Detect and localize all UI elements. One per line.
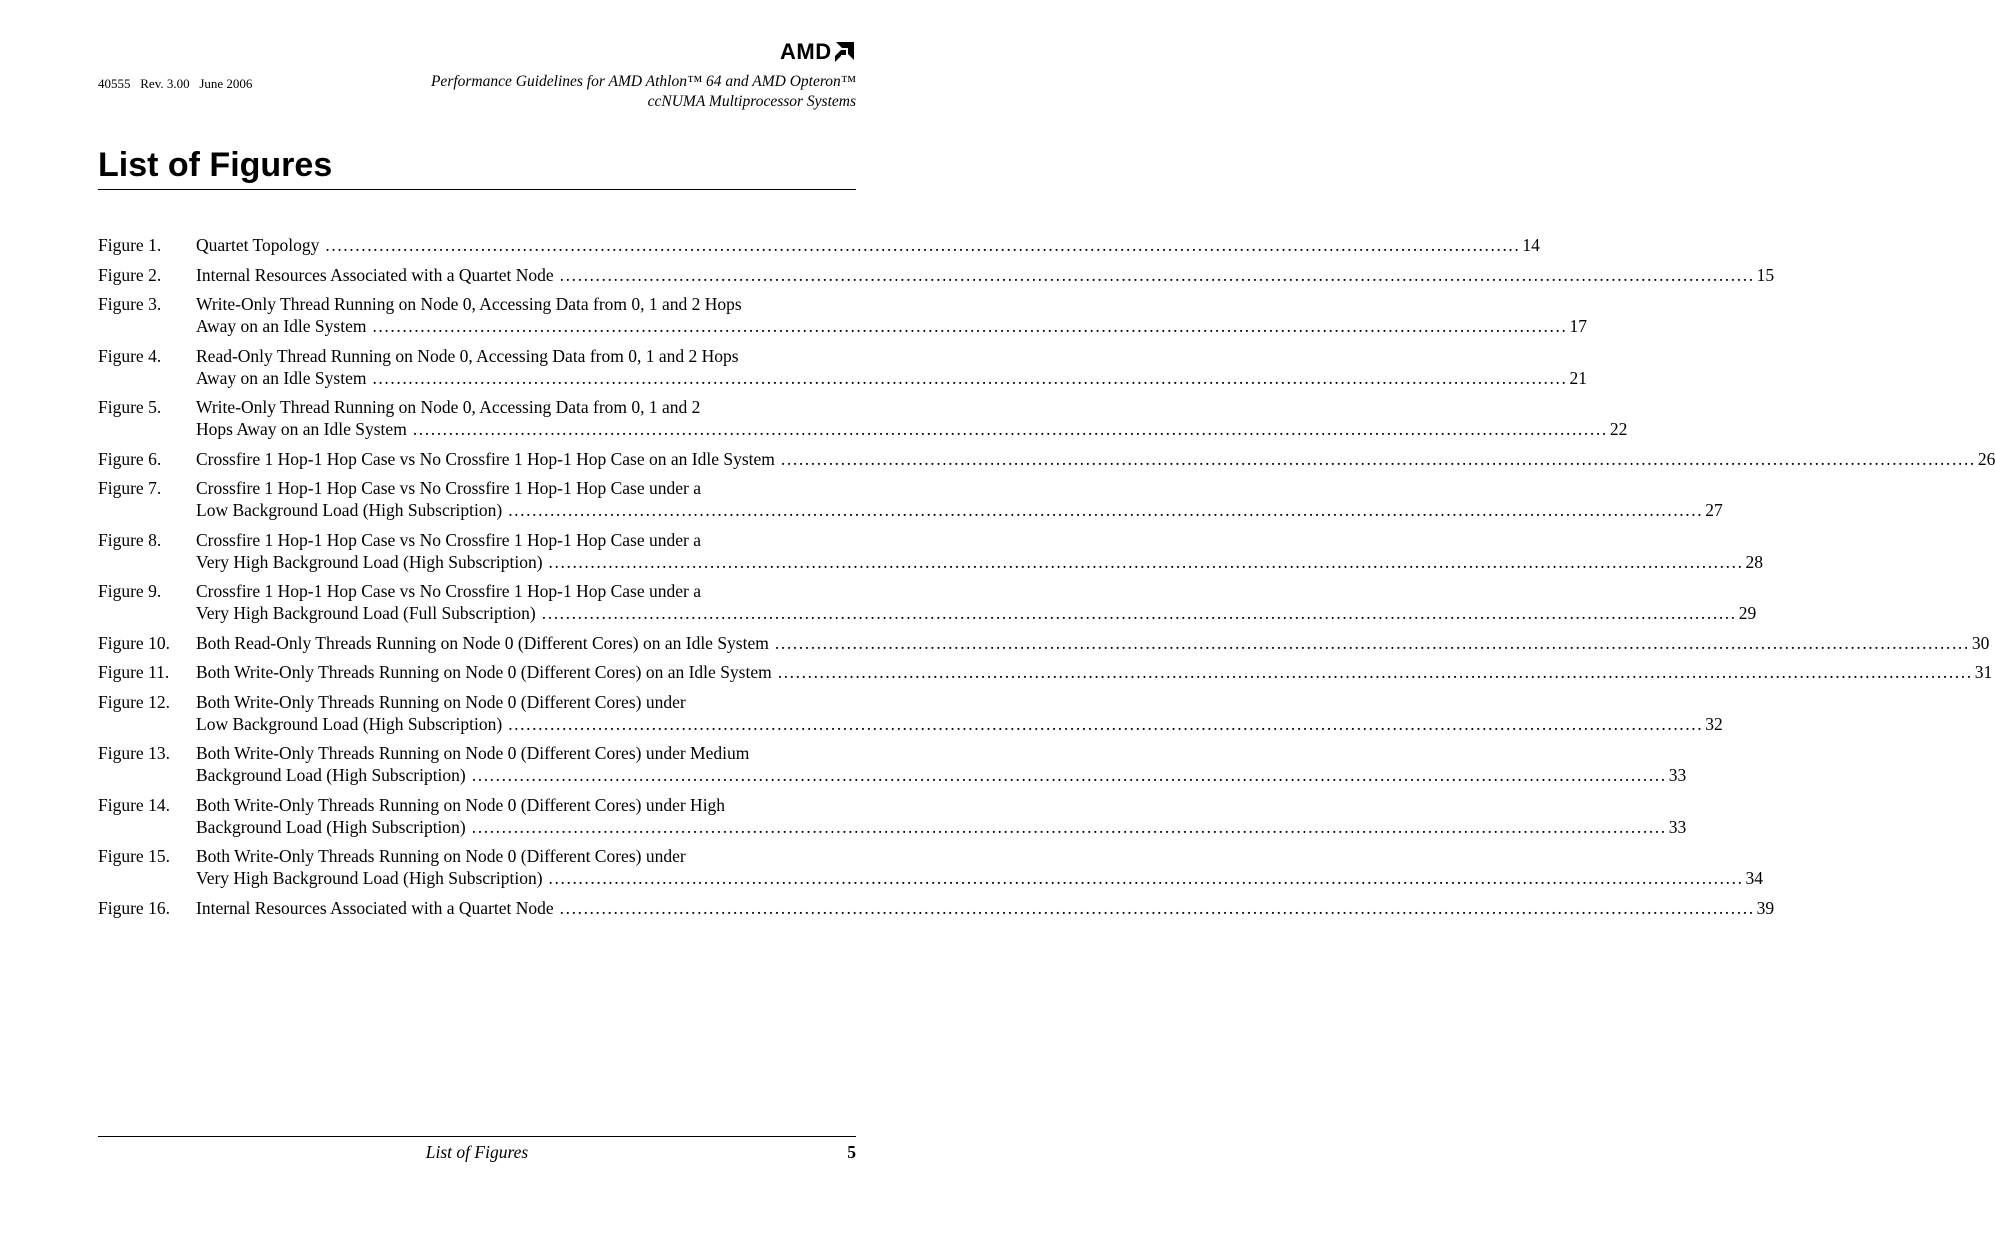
figure-title-line: Crossfire 1 Hop-1 Hop Case vs No Crossfire 1 Hop-1 Hop Case on an Idle System	[196, 448, 775, 469]
figure-page-number: 22	[1609, 419, 1628, 439]
figure-page-number: 29	[1738, 603, 1757, 623]
figure-title-row	[196, 234, 1540, 256]
figure-title-row	[196, 632, 1990, 654]
figure-entry[interactable]	[98, 632, 1990, 654]
figure-number: Figure 14.	[98, 794, 170, 815]
figure-entry[interactable]	[98, 264, 1775, 286]
figure-number: Figure 15.	[98, 846, 170, 866]
figure-title-row	[196, 713, 1723, 735]
dot-leader: ........................................................................................................................................................................................................	[372, 367, 1568, 388]
figure-page-number: 28	[1745, 551, 1764, 572]
figure-page-number: 17	[1569, 316, 1587, 336]
dot-leader: ........................................................................................................................................................................................................	[559, 897, 1755, 918]
figures-list	[98, 234, 1995, 919]
figure-title-row	[196, 867, 1764, 889]
logo-text: AMD	[780, 39, 832, 64]
figure-title-row	[196, 499, 1723, 521]
dot-leader: ........................................................................................................................................................................................................	[541, 603, 1737, 623]
figure-entry[interactable]	[98, 234, 1540, 256]
figure-number: Figure 4.	[98, 345, 162, 366]
figure-title-line: Internal Resources Associated with a Quartet Node	[196, 264, 554, 285]
figure-number: Figure 1.	[98, 235, 162, 255]
figure-title-row	[196, 602, 1757, 624]
amd-arrow-icon	[834, 42, 854, 62]
figure-title-row	[196, 764, 1687, 786]
figure-number: Figure 2.	[98, 264, 162, 285]
figure-title-row	[196, 661, 1993, 683]
figure-page-number: 26	[1977, 448, 1995, 469]
figure-entry[interactable]	[98, 396, 1628, 440]
figure-title-line: Quartet Topology	[196, 235, 320, 255]
figure-page-number: 27	[1705, 500, 1723, 520]
figure-title-line: Both Write-Only Threads Running on Node 0 (Different Cores) under Medium	[196, 743, 750, 763]
figure-number: Figure 11.	[98, 662, 170, 682]
figure-title-line: Crossfire 1 Hop-1 Hop Case vs No Crossfire 1 Hop-1 Hop Case under a	[196, 529, 701, 550]
figure-title-line: Read-Only Thread Running on Node 0, Accessing Data from 0, 1 and 2 Hops	[196, 345, 739, 366]
figure-title-line: Write-Only Thread Running on Node 0, Accessing Data from 0, 1 and 2	[196, 397, 701, 417]
figure-title-line: Both Read-Only Threads Running on Node 0 (Different Cores) on an Idle System	[196, 632, 769, 653]
figure-title-row	[196, 816, 1687, 838]
figure-entry[interactable]	[98, 661, 1993, 683]
figure-entry[interactable]	[98, 845, 1764, 889]
figure-title-line: Both Write-Only Threads Running on Node 0 (Different Cores) under	[196, 846, 686, 866]
figure-number: Figure 3.	[98, 294, 162, 314]
figure-page-number: 33	[1668, 816, 1687, 837]
figure-title-line: Background Load (High Subscription)	[196, 816, 466, 837]
figure-page-number: 30	[1971, 632, 1990, 653]
figure-title-row	[196, 264, 1775, 286]
figure-entry[interactable]	[98, 477, 1723, 521]
figure-number: Figure 8.	[98, 529, 162, 550]
figure-page-number: 32	[1705, 713, 1723, 734]
figure-page-number: 33	[1668, 765, 1687, 785]
dot-leader: ........................................................................................................................................................................................................	[471, 816, 1667, 837]
figure-title-row	[196, 448, 1995, 470]
dot-leader: ........................................................................................................................................................................................................	[372, 316, 1568, 336]
dot-leader: ........................................................................................................................................................................................................	[471, 765, 1667, 785]
figure-number: Figure 7.	[98, 478, 162, 498]
figure-title-line: Crossfire 1 Hop-1 Hop Case vs No Crossfire 1 Hop-1 Hop Case under a	[196, 478, 701, 498]
figure-title-line: Write-Only Thread Running on Node 0, Accessing Data from 0, 1 and 2 Hops	[196, 294, 742, 314]
figure-title-row	[196, 367, 1587, 389]
figure-title-row	[196, 315, 1587, 337]
figure-entry[interactable]	[98, 580, 1757, 624]
figure-title-row	[196, 418, 1628, 440]
figure-number: Figure 9.	[98, 581, 162, 601]
figure-title-line: Very High Background Load (High Subscription)	[196, 868, 543, 888]
page-heading: List of Figures	[98, 146, 333, 184]
document-title-line-1: Performance Guidelines for AMD Athlon™ 64 and AMD Opteron™	[430, 73, 856, 90]
dot-leader: ........................................................................................................................................................................................................	[325, 235, 1521, 255]
figure-number: Figure 6.	[98, 448, 162, 469]
figure-title-line: Low Background Load (High Subscription)	[196, 713, 503, 734]
figure-page-number: 21	[1569, 367, 1587, 388]
figure-entry[interactable]	[98, 345, 1587, 389]
figure-entry[interactable]	[98, 897, 1775, 919]
figure-title-line: Away on an Idle System	[196, 316, 367, 336]
footer-divider	[98, 1136, 856, 1137]
figure-entry[interactable]	[98, 293, 1587, 337]
figure-title-line: Away on an Idle System	[196, 367, 367, 388]
figure-title-line: Hops Away on an Idle System	[196, 419, 407, 439]
figure-entry[interactable]	[98, 794, 1687, 838]
figure-number: Figure 12.	[98, 691, 170, 712]
heading-divider	[98, 189, 856, 190]
figure-number: Figure 13.	[98, 743, 170, 763]
document-title	[431, 72, 856, 112]
dot-leader: ........................................................................................................................................................................................................	[777, 662, 1973, 682]
amd-logo	[780, 40, 854, 64]
dot-leader: ........................................................................................................................................................................................................	[412, 419, 1608, 439]
figure-number: Figure 16.	[98, 897, 170, 918]
figure-title-line: Crossfire 1 Hop-1 Hop Case vs No Crossfire 1 Hop-1 Hop Case under a	[196, 581, 701, 601]
figure-title-line: Both Write-Only Threads Running on Node 0 (Different Cores) under High	[196, 794, 726, 815]
figure-entry[interactable]	[98, 529, 1764, 573]
dot-leader: ........................................................................................................................................................................................................	[548, 551, 1744, 572]
dot-leader: ........................................................................................................................................................................................................	[508, 500, 1704, 520]
figure-title-row	[196, 551, 1764, 573]
document-title-line-2: ccNUMA Multiprocessor Systems	[647, 93, 856, 110]
figure-title-line: Both Write-Only Threads Running on Node 0 (Different Cores) on an Idle System	[196, 662, 772, 682]
footer-page-number: 5	[847, 1142, 856, 1162]
dot-leader: ........................................................................................................................................................................................................	[559, 264, 1755, 285]
figure-title-line: Very High Background Load (Full Subscription)	[196, 603, 536, 623]
figure-entry[interactable]	[98, 742, 1687, 786]
figure-page-number: 34	[1745, 868, 1764, 888]
dot-leader: ........................................................................................................................................................................................................	[780, 448, 1976, 469]
figure-title-line: Low Background Load (High Subscription)	[196, 500, 503, 520]
figure-title-line: Very High Background Load (High Subscription)	[196, 551, 543, 572]
figure-title-row	[196, 897, 1775, 919]
figure-page-number: 14	[1522, 235, 1540, 255]
figure-number: Figure 10.	[98, 632, 170, 653]
figure-page-number: 15	[1756, 264, 1775, 285]
figure-entry[interactable]	[98, 691, 1723, 735]
figure-title-line: Both Write-Only Threads Running on Node 0 (Different Cores) under	[196, 691, 686, 712]
figure-entry[interactable]	[98, 448, 1995, 470]
figure-number: Figure 5.	[98, 397, 162, 417]
figure-title-line: Background Load (High Subscription)	[196, 765, 466, 785]
document-id: 40555 Rev. 3.00 June 2006	[98, 76, 253, 91]
figure-title-line: Internal Resources Associated with a Quartet Node	[196, 897, 554, 918]
dot-leader: ........................................................................................................................................................................................................	[548, 868, 1744, 888]
dot-leader: ........................................................................................................................................................................................................	[774, 632, 1970, 653]
figure-page-number: 31	[1974, 662, 1993, 682]
figure-page-number: 39	[1756, 897, 1775, 918]
footer-title: List of Figures	[425, 1142, 529, 1162]
dot-leader: ........................................................................................................................................................................................................	[508, 713, 1704, 734]
